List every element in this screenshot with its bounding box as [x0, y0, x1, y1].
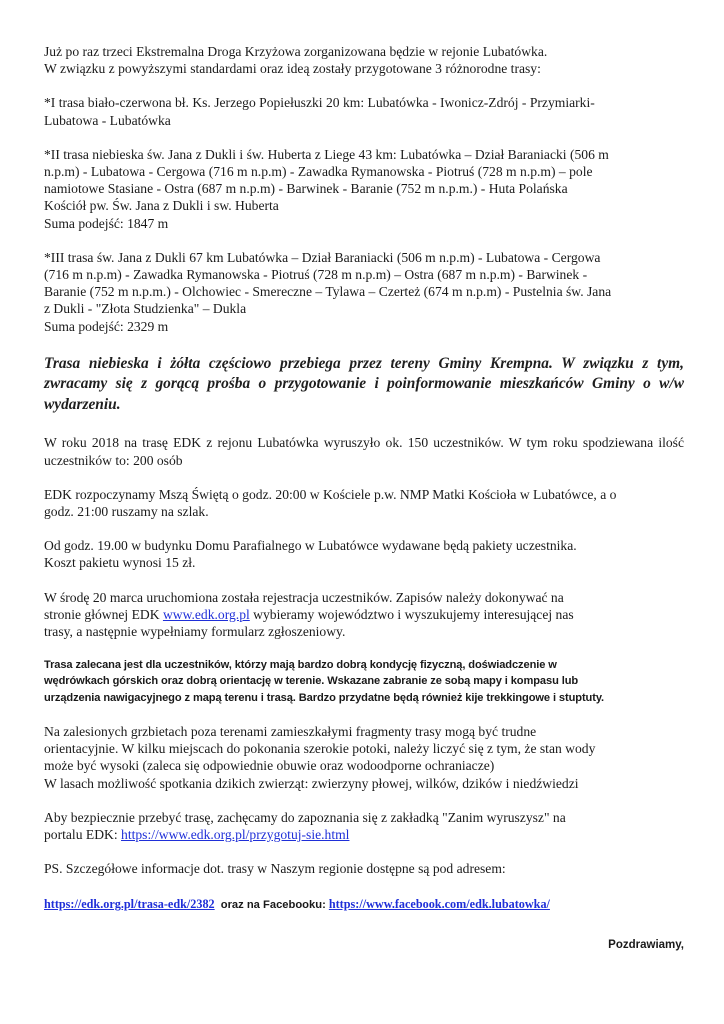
terrain-line: orientacyjnie. W kilku miejscach do pokonania szerokie potoki, należy liczyć się z tym, że stan wody [44, 741, 596, 757]
participants-paragraph: W roku 2018 na trasę EDK z rejonu Lubatówka wyruszyło ok. 150 uczestników. W tym roku spodziewana ilość uczestników to: 200 osób [44, 435, 684, 468]
packages-line: Koszt pakietu wynosi 15 zł. [44, 555, 196, 571]
safety-paragraph [44, 809, 684, 843]
route-3-line: Baranie (752 m n.p.m.) - Olchowiec - Smereczne – Tylawa – Czerteż (674 m n.p.m) - Pustelnia św. Jana [44, 284, 612, 300]
facebook-intro-text: oraz na Facebooku: [220, 899, 326, 912]
warning-line: wędrówkach górskich oraz dobrą orientację w terenie. Wskazane zabranie ze sobą mapy i kompasu lub [44, 675, 579, 688]
route-2-total-ascent: Suma podejść: 1847 m [44, 215, 169, 231]
warning-line: urządzenia nawigacyjnego z mapą terenu i trasą. Bardzo przydatne będą również kije trekkingowe i stuptuty. [44, 691, 605, 704]
route-1-line: *I trasa biało-czerwona bł. Ks. Jerzego Popiełuszki 20 km: Lubatówka - Iwonicz-Zdrój - Przymiarki- [44, 95, 595, 111]
mass-line: EDK rozpoczynamy Mszą Świętą o godz. 20:00 w Kościele p.w. NMP Matki Kościoła w Lubatówce, a o [44, 486, 617, 502]
mass-paragraph [44, 486, 684, 520]
registration-paragraph [44, 589, 684, 641]
intro-line-1: Już po raz trzeci Ekstremalna Droga Krzyżowa zorganizowana będzie w rejonie Lubatówka. [44, 44, 548, 59]
route-1-paragraph [44, 94, 684, 128]
highlight-notice: Trasa niebieska i żółta częściowo przebiega przez tereny Gminy Krempna. W związku z tym, zwracamy się z gorącą prośba o przygotowanie i poinformowanie mieszkańców Gminy o w/w wydarzeniu. [44, 354, 684, 413]
route-3-total-ascent: Suma podejść: 2329 m [44, 318, 169, 334]
intro-line-2: W związku z powyższymi standardami oraz ideą zostały przygotowane 3 różnorodne trasy: [44, 61, 541, 77]
edk-homepage-link[interactable]: www.edk.org.pl [162, 606, 250, 622]
terrain-line: może być wysoki (zaleca się odpowiednie obuwie oraz wodoodporne ochraniacze) [44, 758, 495, 774]
route-2-paragraph [44, 146, 684, 232]
route-2-line: Kościół pw. Św. Jana z Dukli i sw. Huberta [44, 198, 279, 214]
route-1-line: Lubatowa - Lubatówka [44, 112, 171, 128]
route-2-line: n.p.m) - Lubatowa - Cergowa (716 m n.p.m) - Zawadka Rymanowska - Piotruś (728 m n.p.m) – pole [44, 164, 593, 180]
safety-text: portalu EDK: [44, 827, 122, 843]
packages-paragraph [44, 537, 684, 571]
registration-text: wybieramy województwo i wyszukujemy interesującej nas [249, 606, 574, 622]
route-3-paragraph [44, 249, 684, 335]
registration-line [44, 606, 684, 623]
registration-line: trasy, a następnie wypełniamy formularz zgłoszeniowy. [44, 623, 346, 639]
warning-line: Trasa zalecana jest dla uczestników, którzy mają bardzo dobrą kondycję fizyczną, doświadczenie w [44, 659, 557, 672]
signoff: Pozdrawiamy, [608, 939, 684, 951]
facebook-link[interactable]: https://www.facebook.com/edk.lubatowka/ [328, 897, 550, 912]
prepare-page-link[interactable]: https://www.edk.org.pl/przygotuj-sie.html [121, 827, 350, 843]
terrain-line: W lasach możliwość spotkania dzikich zwierząt: zwierzyny płowej, wilków, dzików i niedźwiedzi [44, 775, 579, 791]
packages-line: Od godz. 19.00 w budynku Domu Parafialnego w Lubatówce wydawane będą pakiety uczestnika. [44, 538, 577, 554]
safety-line: Aby bezpiecznie przebyć trasę, zachęcamy do zapoznania się z zakładką "Zanim wyruszysz" na [44, 809, 566, 825]
route-2-line: namiotowe Stasiane - Ostra (687 m n.p.m) - Barwinek - Baranie (752 m n.p.m.) - Huta Polańska [44, 181, 568, 197]
route-page-link[interactable]: https://edk.org.pl/trasa-edk/2382 [44, 897, 215, 912]
route-3-line: *III trasa św. Jana z Dukli 67 km Lubatówka – Dział Baraniacki (506 m n.p.m) - Lubatowa - Cergowa [44, 249, 601, 265]
warning-paragraph [44, 657, 684, 706]
links-line [44, 896, 684, 914]
terrain-paragraph [44, 723, 684, 792]
document-body [44, 43, 684, 915]
registration-text: stronie głównej EDK [44, 606, 163, 622]
safety-line [44, 826, 684, 843]
route-2-line: *II trasa niebieska św. Jana z Dukli i św. Huberta z Liege 43 km: Lubatówka – Dział Baraniacki (506 m [44, 146, 609, 162]
ps-line: PS. Szczegółowe informacje dot. trasy w Naszym regionie dostępne są pod adresem: [44, 861, 506, 877]
registration-line: W środę 20 marca uruchomiona została rejestracja uczestników. Zapisów należy dokonywać na [44, 589, 564, 605]
route-3-line: z Dukli - "Złota Studzienka" – Dukla [44, 301, 247, 317]
mass-line: godz. 21:00 ruszamy na szlak. [44, 503, 209, 519]
route-3-line: (716 m n.p.m) - Zawadka Rymanowska - Piotruś (728 m n.p.m) – Ostra (687 m n.p.m) - Barwinek - [44, 267, 588, 283]
terrain-line: Na zalesionych grzbietach poza terenami zamieszkałymi fragmenty trasy mogą być trudne [44, 724, 537, 740]
